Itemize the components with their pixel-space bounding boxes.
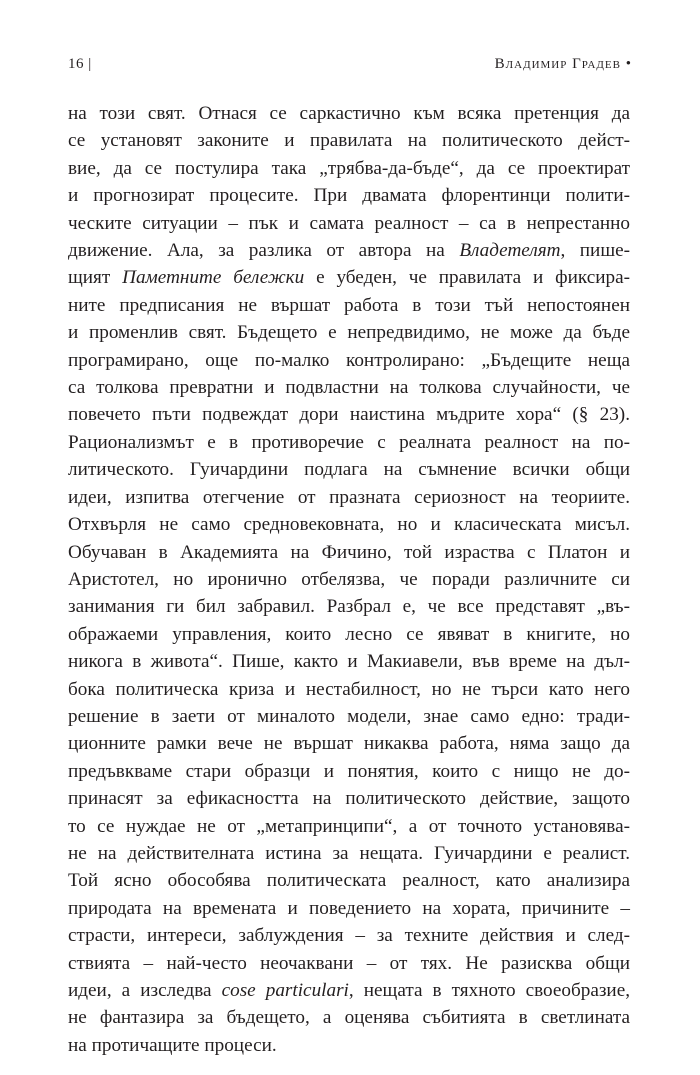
text-segment: ните предписания не вършат работа в този тъй непостоянен	[68, 294, 630, 316]
text-segment: , пише-	[560, 240, 630, 262]
text-segment: идеи, а изследва	[68, 980, 222, 1001]
text-segment: се установят законите и правилата на политическото дейст-	[68, 130, 630, 152]
text-line	[68, 456, 630, 483]
text-line	[68, 511, 630, 538]
text-line	[68, 264, 630, 291]
text-line	[68, 593, 630, 620]
text-line	[68, 429, 630, 456]
text-segment: на протичащите процеси.	[68, 1034, 277, 1056]
italic-title: Владетелят	[459, 240, 561, 262]
text-segment: ционните рамки вече не вършат никаква работа, няма защо да	[68, 733, 630, 755]
text-line	[68, 758, 630, 785]
text-line	[68, 374, 630, 401]
text-line	[68, 539, 630, 566]
text-segment: ческите ситуации – пък и самата реалност – са в непрестанно	[68, 212, 630, 234]
text-line	[68, 155, 630, 182]
text-segment: бока политическа криза и нестабилност, но не търси като него	[68, 678, 630, 700]
text-line	[68, 813, 630, 840]
text-line	[68, 703, 630, 730]
text-line	[68, 977, 630, 1004]
text-segment: литическото. Гуичардини подлага на съмнение всички общи	[68, 459, 630, 481]
text-segment: ствията – най-често неочаквани – от тях. Не разисква общи	[68, 952, 630, 974]
text-line	[68, 840, 630, 867]
text-line	[68, 347, 630, 374]
text-segment: , нещата в тяхното своеобразие,	[348, 980, 631, 1001]
text-segment: ображаеми управления, които лесно се явяват в книгите, но	[68, 623, 630, 645]
text-segment: са толкова превратни и подвластни на толкова случайности, че	[68, 377, 630, 399]
text-line	[68, 182, 630, 209]
text-segment: страсти, интереси, заблуждения – за техните действия и след-	[68, 925, 630, 947]
text-segment: решение в заети от миналото модели, знае само едно: тради-	[68, 705, 630, 727]
text-line	[68, 127, 630, 154]
text-segment: Рационализмът е в противоречие с реалната реалност на по-	[68, 431, 630, 453]
text-line	[68, 210, 630, 237]
text-line	[68, 895, 630, 922]
text-line	[68, 621, 630, 648]
text-segment: и променлив свят. Бъдещето е непредвидимо, не може да бъде	[68, 322, 630, 344]
text-line	[68, 1004, 630, 1031]
text-segment: принасят за ефикасността на политическото действие, защото	[68, 788, 630, 810]
text-segment: идеи, изпитва отегчение от празната сериозност на теориите.	[68, 486, 630, 508]
text-segment: и прогнозират процесите. При двамата флорентинци полити-	[68, 185, 630, 207]
text-segment: повечето пъти подвеждат дори наистина мъдрите хора“ (§ 23).	[68, 404, 630, 426]
running-header	[68, 56, 632, 80]
text-segment: е убеден, че правилата и фиксира-	[304, 267, 630, 289]
text-segment: природата на времената и поведението на хората, причините –	[68, 897, 630, 919]
text-segment: на този свят. Отнася се саркастично към всяка претенция да	[68, 103, 630, 124]
text-segment: Аристотел, но иронично отбелязва, че поради различните си	[68, 568, 630, 590]
text-segment: Той ясно обособява политическата реалност, като анализира	[68, 870, 630, 892]
text-segment: не фантазира за бъдещето, а оценява събитията в светлината	[68, 1007, 630, 1029]
text-line	[68, 922, 630, 949]
text-line	[68, 319, 630, 346]
running-head-author: Владимир Градев •	[494, 56, 632, 72]
text-line	[68, 292, 630, 319]
text-line	[68, 730, 630, 757]
text-segment: вие, да се постулира така „трябва-да-бъде“, да се проектират	[68, 157, 630, 179]
text-line	[68, 401, 630, 428]
text-segment: то се нуждае не от „метапринципи“, а от точното установява-	[68, 815, 630, 837]
text-segment: никога в живота“. Пише, както и Макиавели, във време на дъл-	[68, 651, 630, 673]
text-line	[68, 1032, 630, 1059]
text-line	[68, 676, 630, 703]
italic-title: Паметните бележки	[122, 267, 305, 289]
text-segment: предъвкваме стари образци и понятия, които с нищо не до-	[68, 760, 630, 782]
text-segment: движение. Ала, за разлика от автора на	[68, 240, 460, 262]
text-line	[68, 100, 630, 127]
body-text	[68, 100, 630, 1059]
text-line	[68, 785, 630, 812]
text-line	[68, 648, 630, 675]
page-number: 16 |	[68, 56, 92, 72]
text-line	[68, 237, 630, 264]
text-segment: щият	[68, 267, 123, 289]
text-line	[68, 867, 630, 894]
italic-title: cose particulari	[221, 980, 349, 1001]
text-segment: Отхвърля не само средновековната, но и класическата мисъл.	[68, 514, 630, 536]
text-line	[68, 484, 630, 511]
text-line	[68, 566, 630, 593]
text-line	[68, 950, 630, 977]
text-segment: програмирано, още по-малко контролирано: „Бъдещите неща	[68, 349, 630, 371]
text-segment: занимания ги бил забравил. Разбрал е, че все представят „въ-	[68, 596, 630, 618]
text-segment: Обучаван в Академията на Фичино, той израства с Платон и	[68, 541, 630, 563]
text-segment: не на действителната истина за нещата. Гуичардини е реалист.	[68, 842, 630, 864]
